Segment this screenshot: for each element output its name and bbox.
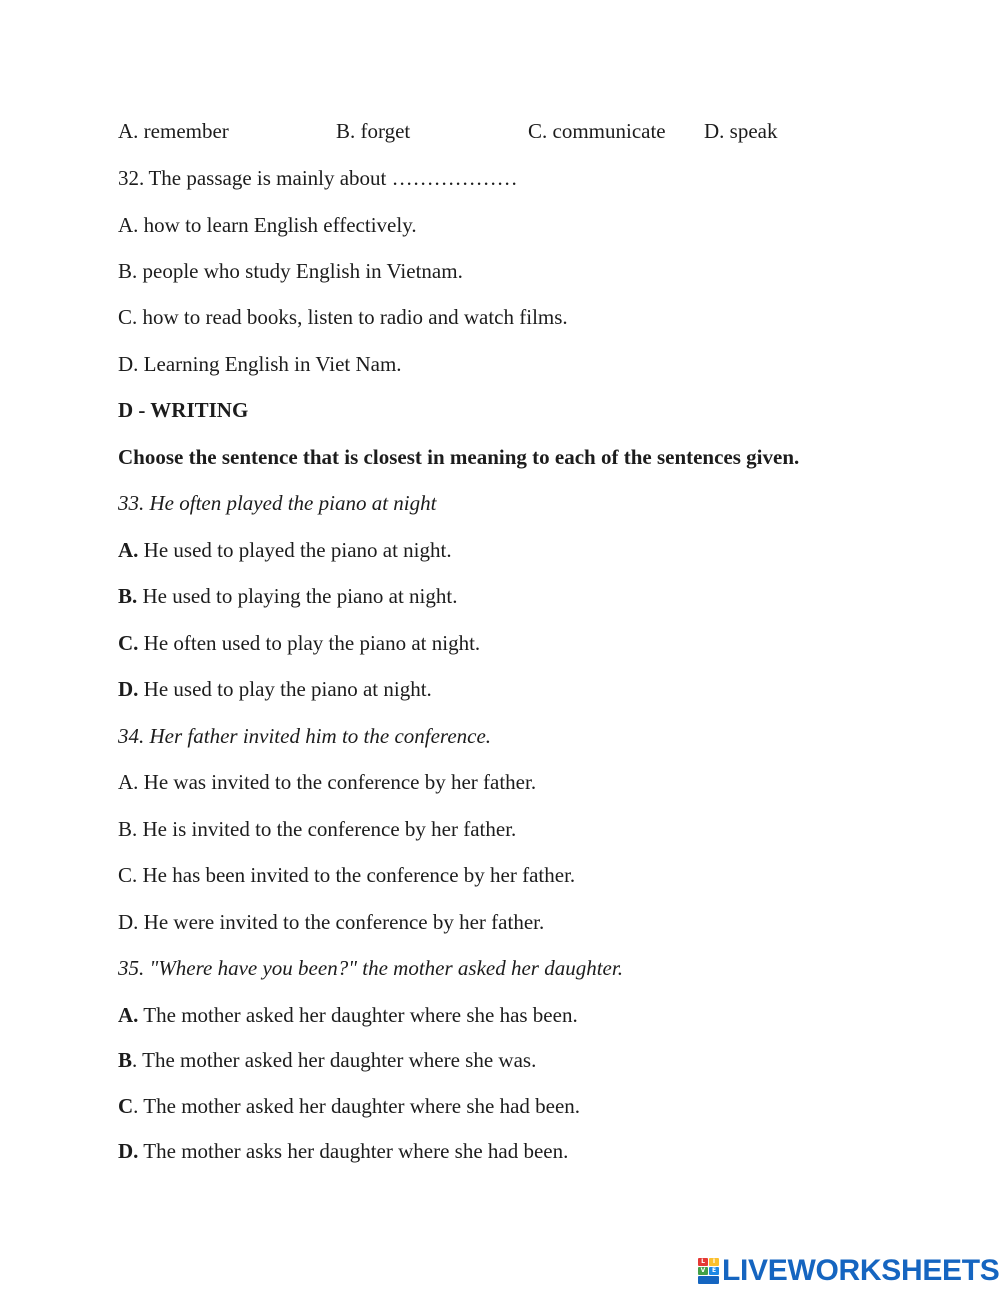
option-letter: D. — [118, 677, 139, 701]
q34-option-a: A. He was invited to the conference by her father. — [118, 770, 537, 794]
option-letter: C. — [118, 631, 139, 655]
option-text: He used to played the piano at night. — [138, 538, 452, 562]
q33-option-a — [118, 537, 452, 563]
liveworksheets-logo-text: LIVEWORKSHEETS — [722, 1254, 1000, 1287]
option-text: He often used to play the piano at night. — [138, 631, 481, 655]
q35-option-a — [118, 1002, 578, 1028]
section-heading: D - WRITING — [118, 398, 249, 422]
option-text: . The mother asked her daughter where she was. — [132, 1048, 537, 1072]
logo-block-blue: E — [709, 1267, 719, 1275]
q34-option-c: C. He has been invited to the conference by her father. — [118, 863, 576, 887]
q34-option-d: D. He were invited to the conference by her father. — [118, 910, 545, 934]
q31-option-b: B. forget — [336, 119, 411, 143]
q33-stem: 33. He often played the piano at night — [118, 491, 437, 515]
option-text: The mother asks her daughter where she had been. — [138, 1139, 569, 1163]
q33-option-b — [118, 583, 457, 609]
q33-option-c — [118, 630, 480, 656]
option-letter: D. — [118, 1139, 139, 1163]
section-instruction: Choose the sentence that is closest in meaning to each of the sentences given. — [118, 445, 800, 469]
q34-stem: 34. Her father invited him to the conference. — [118, 724, 492, 748]
q32-option-d: D. Learning English in Viet Nam. — [118, 352, 402, 376]
q33-option-d — [118, 676, 432, 702]
q35-option-c — [118, 1093, 580, 1119]
q31-option-d: D. speak — [704, 119, 778, 143]
liveworksheets-logo — [698, 1253, 1000, 1289]
q32-option-b: B. people who study English in Vietnam. — [118, 259, 463, 283]
q31-option-c: C. communicate — [528, 119, 666, 143]
logo-block-green: V — [698, 1267, 708, 1275]
q35-stem: 35. "Where have you been?" the mother asked her daughter. — [118, 956, 623, 980]
option-letter: B. — [118, 584, 138, 608]
option-letter: C — [118, 1094, 134, 1118]
option-letter: A. — [118, 1003, 139, 1027]
option-text: The mother asked her daughter where she has been. — [138, 1003, 578, 1027]
q31-option-a: A. remember — [118, 119, 229, 143]
option-text: . The mother asked her daughter where she had been. — [133, 1094, 581, 1118]
q32-option-c: C. how to read books, listen to radio and watch films. — [118, 305, 568, 329]
option-letter: A. — [118, 538, 139, 562]
logo-block-base — [698, 1276, 719, 1284]
q35-option-d — [118, 1138, 568, 1164]
q35-option-b — [118, 1047, 536, 1073]
q34-option-b: B. He is invited to the conference by her father. — [118, 817, 517, 841]
q32-option-a: A. how to learn English effectively. — [118, 213, 417, 237]
logo-block-yellow: I — [709, 1258, 719, 1266]
liveworksheets-logo-icon — [698, 1258, 720, 1284]
q32-stem: 32. The passage is mainly about ……………… — [118, 166, 518, 190]
option-letter: B — [118, 1048, 133, 1072]
logo-block-red: L — [698, 1258, 708, 1266]
option-text: He used to playing the piano at night. — [137, 584, 458, 608]
option-text: He used to play the piano at night. — [138, 677, 432, 701]
